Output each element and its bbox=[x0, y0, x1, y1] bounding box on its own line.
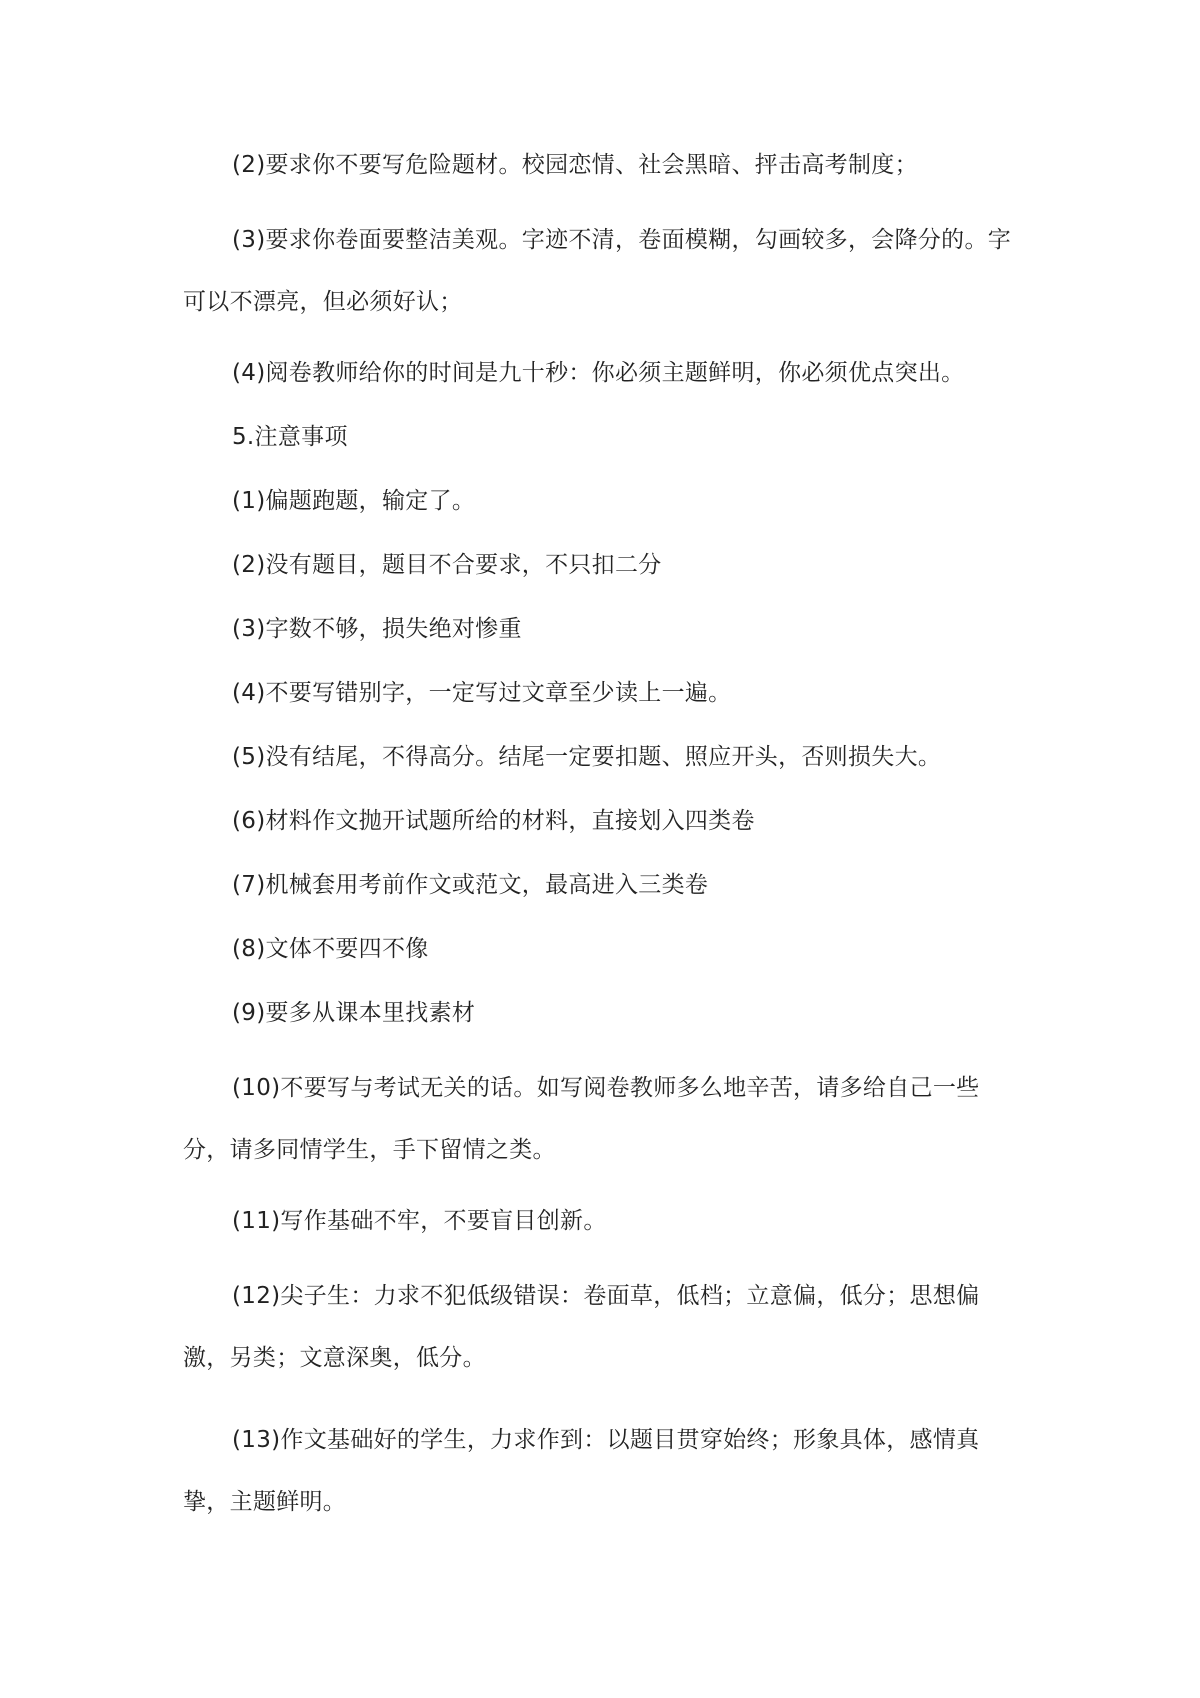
section-heading-notes: 5.注意事项 bbox=[232, 424, 348, 450]
paragraph-3-requirement: (3)要求你卷面要整洁美观。字迹不清，卷面模糊，勾画较多，会降分的。字可以不漂亮，但必须好认； bbox=[183, 227, 1012, 315]
note-item-13: (13)作文基础好的学生，力求作到：以题目贯穿始终；形象具体，感情真挚，主题鲜明。 bbox=[183, 1427, 980, 1515]
note-item-10: (10)不要写与考试无关的话。如写阅卷教师多么地辛苦，请多给自己一些分，请多同情学生，手下留情之类。 bbox=[183, 1075, 980, 1163]
note-item-3: (3)字数不够，损失绝对惨重 bbox=[232, 616, 522, 642]
note-item-12: (12)尖子生：力求不犯低级错误：卷面草，低档；立意偏，低分；思想偏激，另类；文意深奥，低分。 bbox=[183, 1283, 980, 1371]
note-item-2: (2)没有题目，题目不合要求，不只扣二分 bbox=[232, 552, 662, 578]
note-item-5: (5)没有结尾，不得高分。结尾一定要扣题、照应开头，否则损失大。 bbox=[232, 744, 942, 770]
paragraph-2-requirement: (2)要求你不要写危险题材。校园恋情、社会黑暗、抨击高考制度； bbox=[232, 152, 918, 178]
note-item-9: (9)要多从课本里找素材 bbox=[232, 1000, 476, 1026]
document-body bbox=[183, 145, 1023, 1553]
note-item-11: (11)写作基础不牢，不要盲目创新。 bbox=[232, 1208, 607, 1234]
note-item-4: (4)不要写错别字，一定写过文章至少读上一遍。 bbox=[232, 680, 732, 706]
note-item-8: (8)文体不要四不像 bbox=[232, 936, 429, 962]
note-item-1: (1)偏题跑题，输定了。 bbox=[232, 488, 476, 514]
note-item-6: (6)材料作文抛开试题所给的材料，直接划入四类卷 bbox=[232, 808, 755, 834]
note-item-7: (7)机械套用考前作文或范文，最高进入三类卷 bbox=[232, 872, 709, 898]
paragraph-4-requirement: (4)阅卷教师给你的时间是九十秒：你必须主题鲜明，你必须优点突出。 bbox=[232, 360, 965, 386]
